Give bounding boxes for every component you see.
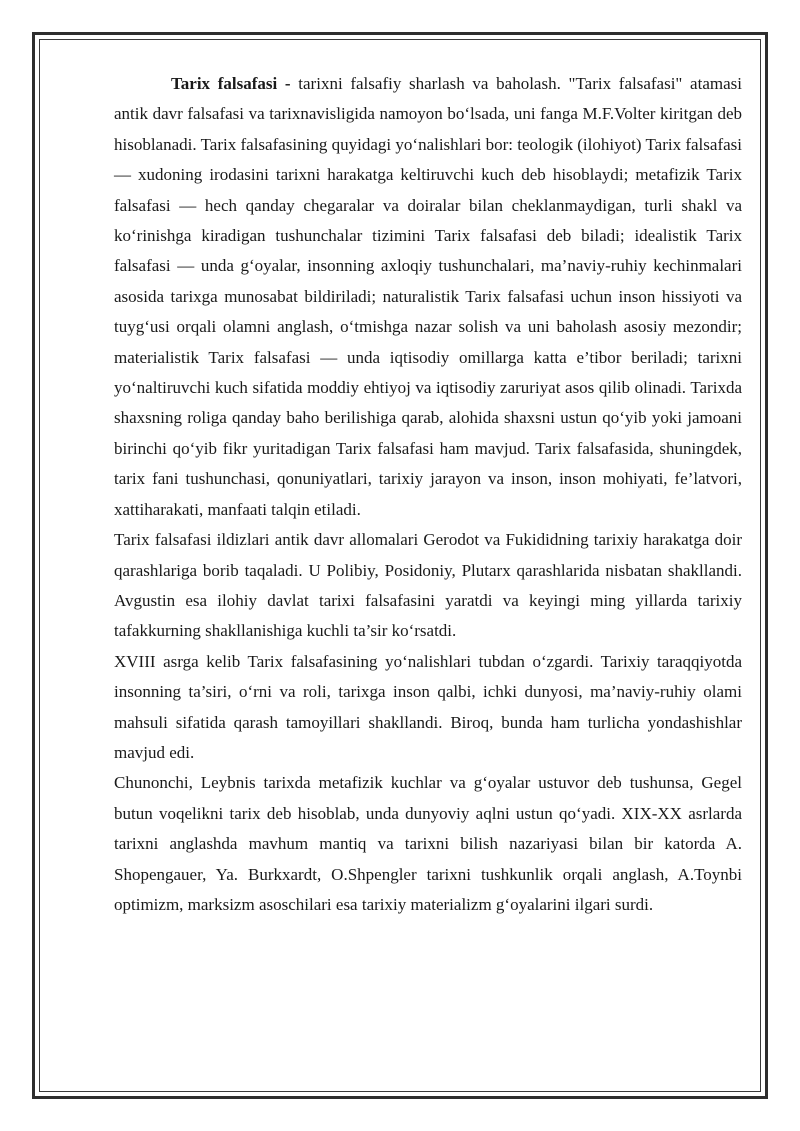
document-body [114, 69, 742, 920]
paragraph-origins: Tarix falsafasi ildizlari antik davr allomalari Gerodot va Fukididning tarixiy harakatga doir qarashlariga borib taqaladi. U Polibiy, Posidoniy, Plutarx qarashlarida nisbatan shakllandi. Avgustin esa ilohiy davlat tarixi falsafasini yaratdi va keyingi ming yillarda tarixiy tafakkurning shakllanishiga kuchli ta’sir ko‘rsatdi. [114, 530, 742, 641]
defined-term: Tarix falsafasi - [171, 74, 291, 93]
paragraph-18th-century: XVIII asrga kelib Tarix falsafasining yo‘nalishlari tubdan o‘zgardi. Tarixiy taraqqiyotda insonning ta’siri, o‘rni va roli, tarixga inson qalbi, ichki dunyosi, ma’naviy-ruhiy olami mahsuli sifatida qarash tamoyillari shakllandi. Biroq, bunda ham turlicha yondashishlar mavjud edi. [114, 651, 742, 762]
paragraph-definition [114, 69, 742, 525]
definition-text: tarixni falsafiy sharlash va baholash. "Tarix falsafasi" atamasi antik davr falsafasi va tarixnavisligida namoyon bo‘lsada, uni fanga M.F.Volter kiritgan deb hisoblanadi. Tarix falsafasining quyidagi yo‘nalishlari bor: teologik (ilohiyot) Tarix falsafasi — xudoning irodasini tarixni harakatga keltiruvchi kuch deb hisoblaydi; metafizik Tarix falsafasi — hech qanday chegaralar va doiralar bilan cheklanmaydigan, turli shakl va ko‘rinishga kiradigan tushunchalar tizimini Tarix falsafasi deb biladi; idealistik Tarix falsafasi — unda g‘oyalar, insonning axloqiy tushunchalari, ma’naviy-ruhiy kechinmalari asosida tarixga munosabat bildiriladi; naturalistik Tarix falsafasi uchun inson hissiyoti va tuyg‘usi orqali olamni anglash, o‘tmishga nazar solish va uni baholash asosiy mezondir; materialistik Tarix falsafasi — unda iqtisodiy omillarga katta e’tibor beriladi; tarixni yo‘naltiruvchi kuch sifatida moddiy ehtiyoj va iqtisodiy zaruriyat asos qilib olinadi. Tarixda shaxsning roliga qanday baho berilishiga qarab, alohida shaxsni ustun qo‘yib yoki jamoani birinchi qo‘yib fikr yuritadigan Tarix falsafasi ham mavjud. Tarix falsafasida, shuningdek, tarix fani tushunchasi, qonuniyatlari, tarixiy jarayon va inson, inson mohiyati, fe’latvori, xattiharakati, manfaati talqin etiladi. [114, 74, 742, 519]
paragraph-19th-20th-century: Chunonchi, Leybnis tarixda metafizik kuchlar va g‘oyalar ustuvor deb tushunsa, Gegel butun voqelikni tarix deb hisoblab, unda dunyoviy aqlni ustun qo‘yadi. XIX-XX asrlarda tarixni anglashda mavhum mantiq va tarixni bilish nazariyasi bilan bir katorda A. Shopengauer, Ya. Burkxardt, O.Shpengler tarixni tushkunlik orqali anglash, A.Toynbi optimizm, marksizm asoschilari esa tarixiy materializm g‘oyalarini ilgari surdi. [114, 773, 742, 914]
